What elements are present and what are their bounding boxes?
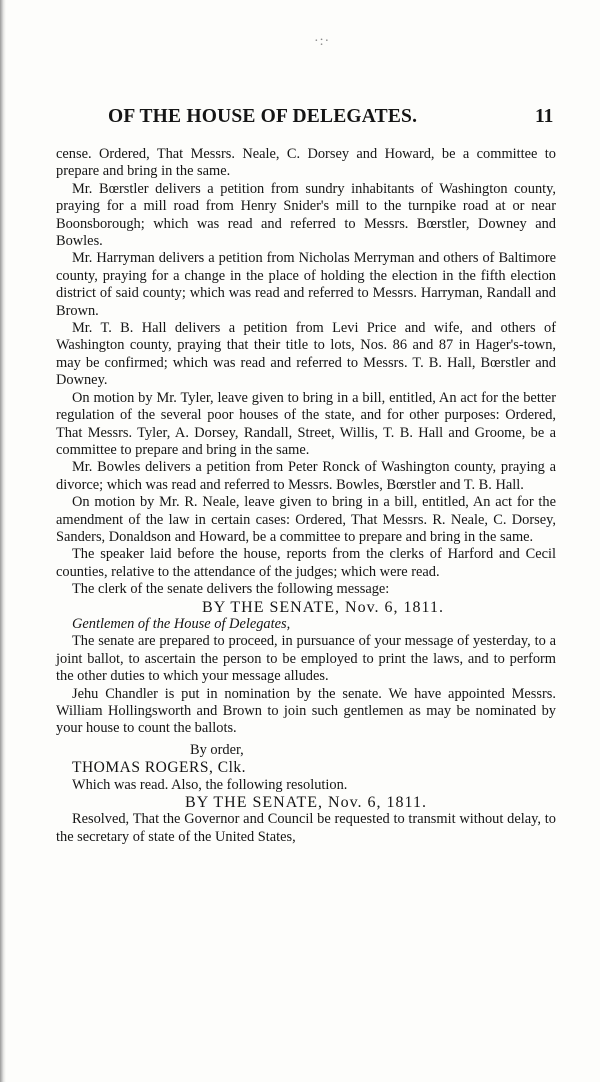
- clerk-signature: THOMAS ROGERS, Clk.: [72, 759, 246, 777]
- paragraph-bowles-petition: Mr. Bowles delivers a petition from Peter Ronck of Washington county, praying a divorce; which was read and referred to Messrs. Bowles, Bœrstler and T. B. Hall.: [56, 459, 556, 493]
- paragraph-boerstler-petition: Mr. Bœrstler delivers a petition from sundry inhabitants of Washington county, praying for a mill road from Henry Snider's mill to the turnpike road at or near Boonsborough; which was read and referred to Messrs. Bœrstler, Downey and Bowles.: [56, 180, 556, 250]
- paragraph-harryman-petition: Mr. Harryman delivers a petition from Nicholas Merryman and others of Baltimore county, praying for a change in the place of holding the election in the fifth election district of said county; which was read and referred to Messrs. Harryman, Randall and Brown.: [56, 250, 556, 319]
- senate-heading: BY THE SENATE, Nov. 6, 1811.: [202, 598, 444, 616]
- paragraph-speaker-reports: The speaker laid before the house, reports from the clerks of Harford and Cecil counties, relative to the attendance of the judges; which were read.: [56, 546, 556, 580]
- paragraph-tyler-motion: On motion by Mr. Tyler, leave given to bring in a bill, entitled, An act for the better regulation of the several poor houses of the state, and for other purposes: Ordered, That Messrs. Tyler, A. Dorsey, Randall, Street, Willis, T. B. Hall and Groome, be a committee to prepare and bring in the same.: [56, 389, 556, 458]
- by-order-line: By order,: [190, 741, 244, 758]
- paragraph-nomination: Jehu Chandler is put in nomination by the senate. We have appointed Messrs. William Hollingsworth and Brown to join such gentlemen as may be nominated by your house to count the ballots.: [56, 685, 556, 737]
- page-number: 11: [535, 106, 554, 127]
- body-text: [56, 146, 556, 846]
- paragraph-resolution: Resolved, That the Governor and Council be requested to transmit without delay, to the secretary of state of the United States,: [56, 811, 556, 845]
- paragraph-neale-motion: On motion by Mr. R. Neale, leave given to bring in a bill, entitled, An act for the amendment of the law in certain cases: Ordered, That Messrs. R. Neale, C. Dorsey, Sanders, Donaldson and Howard, be a committee to prepare and bring in the same.: [56, 494, 556, 545]
- paragraph-senate-message: The senate are prepared to proceed, in pursuance of your message of yesterday, to a joint ballot, to ascertain the person to be employed to print the laws, and to perform the other duties to which your message alludes.: [56, 633, 556, 685]
- paragraph-which-was-read: Which was read. Also, the following resolution.: [72, 776, 348, 793]
- paragraph-clerk-message: The clerk of the senate delivers the following message:: [72, 581, 390, 598]
- paragraph-continuation: cense. Ordered, That Messrs. Neale, C. Dorsey and Howard, be a committee to prepare and bring in the same.: [56, 146, 556, 180]
- page-edge-shadow: [0, 0, 6, 1082]
- running-header: OF THE HOUSE OF DELEGATES.: [108, 106, 418, 127]
- salutation: Gentlemen of the House of Delegates,: [72, 615, 291, 632]
- senate-heading-second: BY THE SENATE, Nov. 6, 1811.: [185, 794, 427, 812]
- paragraph-hall-petition: Mr. T. B. Hall delivers a petition from Levi Price and wife, and others of Washington county, praying that their title to lots, Nos. 86 and 87 in Hager's-town, may be confirmed; which was read and referred to Messrs. T. B. Hall, Bœrstler and Downey.: [56, 320, 556, 389]
- paper-speck-mark: ·:·: [314, 34, 331, 49]
